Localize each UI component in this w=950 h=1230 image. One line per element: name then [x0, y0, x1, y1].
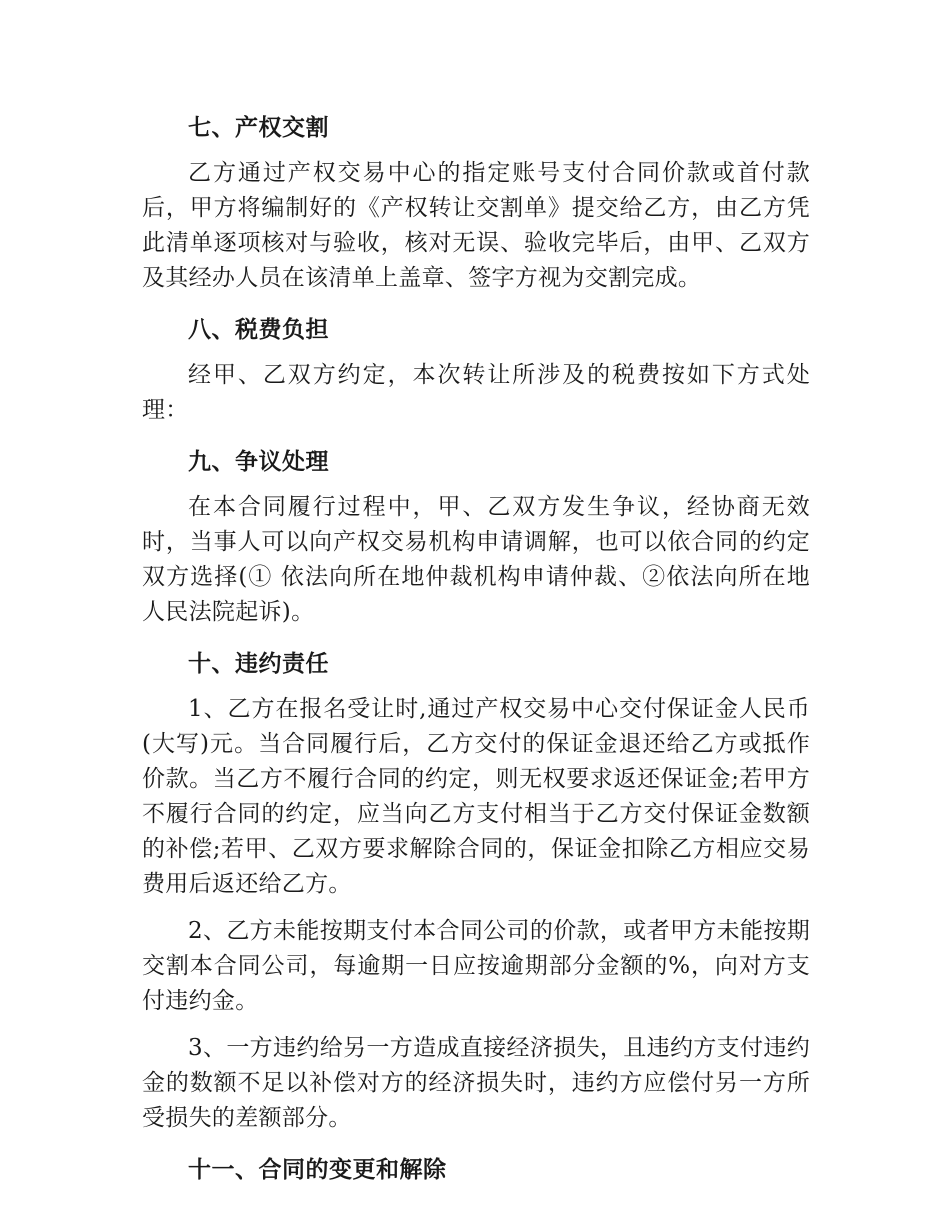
section-heading-dispute-resolution: 九、争议处理: [188, 449, 329, 475]
section-heading-tax-burden: 八、税费负担: [188, 317, 329, 343]
paragraph-breach-liability-2: 2、乙方未能按期支付本合同公司的价款，或者甲方未能按期交割本合同公司，每逾期一日应按逾期部分金额的%，向对方支付违约金。: [142, 918, 810, 1014]
paragraph-breach-liability-1: 1、乙方在报名受让时,通过产权交易中心交付保证金人民币(大写)元。当合同履行后，乙方交付的保证金退还给乙方或抵作价款。当乙方不履行合同的约定，则无权要求返还保证金;若甲方不履行合同的约定，应当向乙方支付相当于乙方交付保证金数额的补偿;若甲、乙双方要求解除合同的，保证金扣除乙方相应交易费用后返还给乙方。: [142, 696, 810, 897]
section-heading-breach-liability: 十、违约责任: [188, 651, 329, 677]
paragraph-dispute-resolution: 在本合同履行过程中，甲、乙双方发生争议，经协商无效时，当事人可以向产权交易机构申请调解，也可以依合同的约定双方选择(① 依法向所在地仲裁机构申请仲裁、②依法向所在地人民法院起诉)。: [142, 494, 810, 625]
section-heading-contract-change: 十一、合同的变更和解除: [188, 1157, 447, 1183]
paragraph-tax-burden: 经甲、乙双方约定，本次转让所涉及的税费按如下方式处理：: [142, 362, 810, 423]
paragraph-property-delivery: 乙方通过产权交易中心的指定账号支付合同价款或首付款后，甲方将编制好的《产权转让交割单》提交给乙方，由乙方凭此清单逐项核对与验收，核对无误、验收完毕后，由甲、乙双方及其经办人员在该清单上盖章、签字方视为交割完成。: [142, 160, 810, 291]
section-heading-property-delivery: 七、产权交割: [188, 115, 329, 141]
paragraph-breach-liability-3: 3、一方违约给另一方造成直接经济损失，且违约方支付违约金的数额不足以补偿对方的经济损失时，违约方应偿付另一方所受损失的差额部分。: [142, 1035, 810, 1131]
document-body: [142, 110, 810, 1188]
